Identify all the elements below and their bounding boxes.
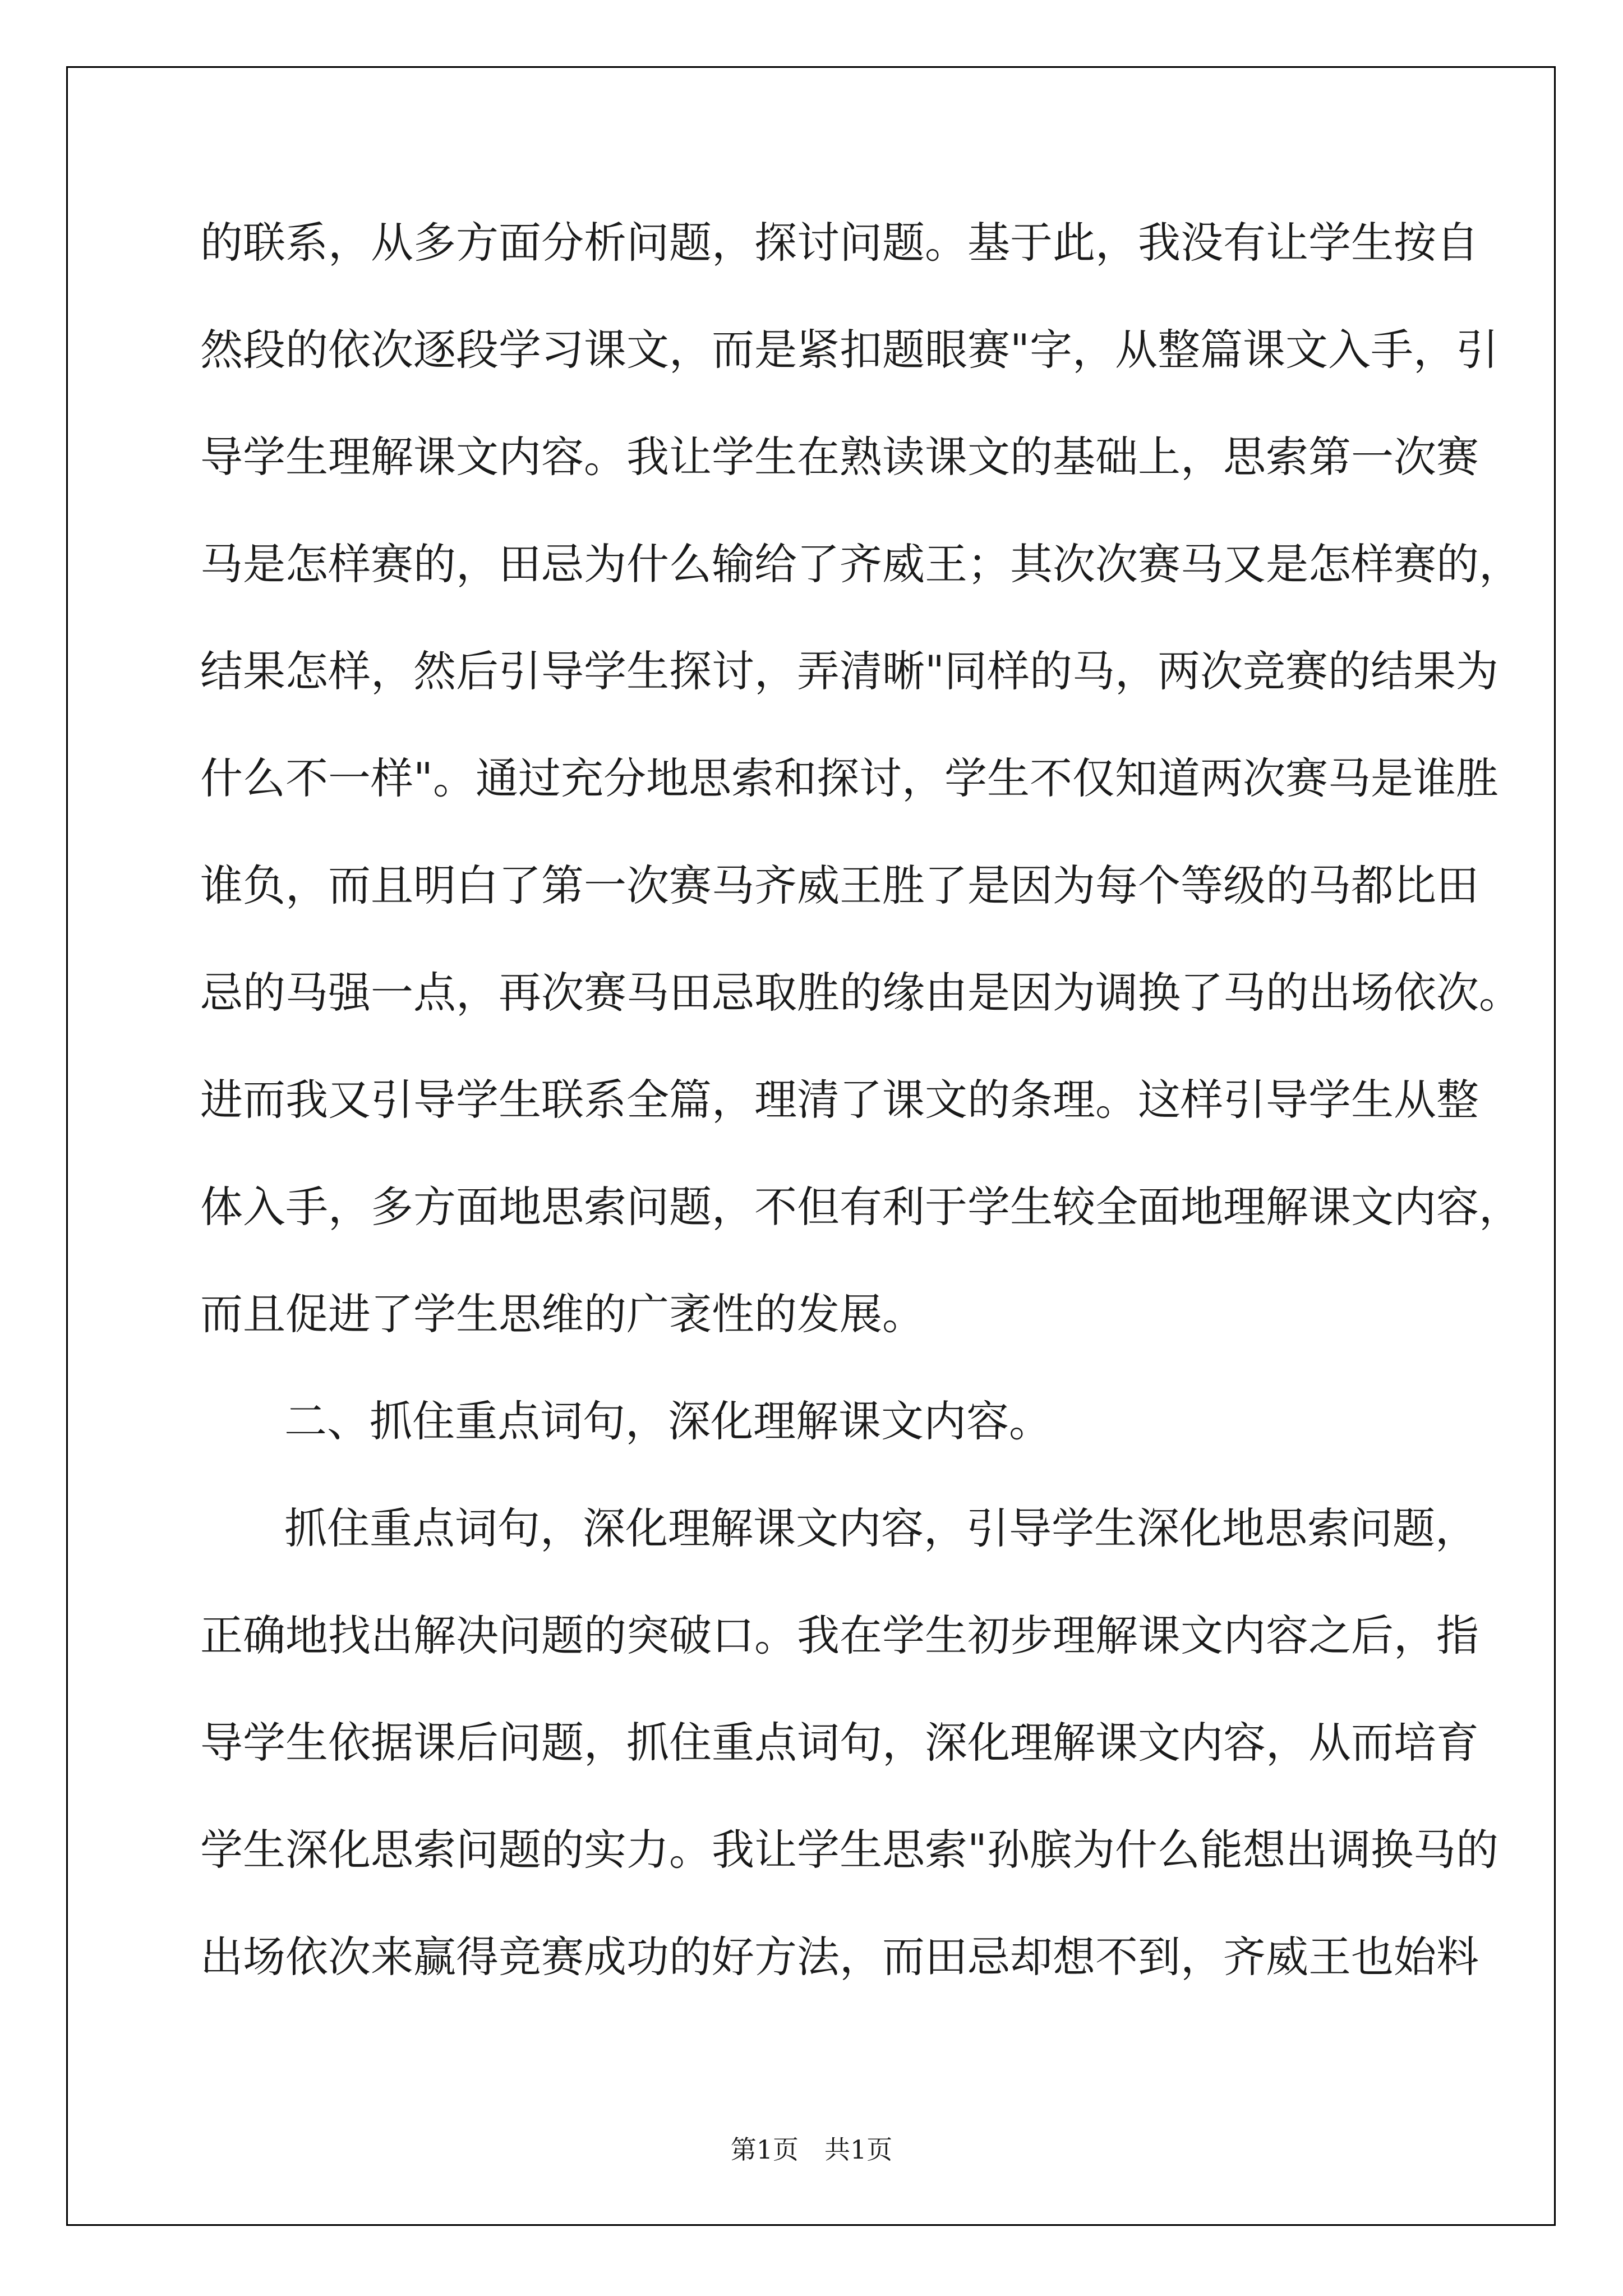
paragraph-line: 谁负，而且明白了第一次赛马齐威王胜了是因为每个等级的马都比田 [200,861,1479,910]
paragraph-2 [200,1502,1498,1984]
page-footer: 第1页 共1页 [730,2134,893,2165]
paragraph-line: 而且促进了学生思维的广袤性的发展。 [200,1289,925,1339]
paragraph-line: 抓住重点词句，深化理解课文内容，引导学生深化地思索问题， [284,1503,1478,1553]
paragraph-line: 的联系，从多方面分析问题，探讨问题。基于此，我没有让学生按自 [200,218,1479,268]
paragraph-line: 进而我又引导学生联系全篇，理清了课文的条理。这样引导学生从整 [200,1075,1479,1125]
paragraph-line: 导学生依据课后问题，抓住重点词句，深化理解课文内容，从而培育 [200,1718,1479,1768]
paragraph-line: 结果怎样，然后引导学生探讨，弄清晰"同样的马，两次竞赛的结果为 [200,646,1498,696]
paragraph-line: 马是怎样赛的，田忌为什么输给了齐威王；其次次赛马又是怎样赛的， [200,539,1521,589]
section-heading [200,1395,1423,1448]
section-heading-text: 二、抓住重点词句，深化理解课文内容。 [284,1396,1052,1446]
paragraph-1 [200,216,1521,1341]
paragraph-line: 什么不一样"。通过充分地思索和探讨，学生不仅知道两次赛马是谁胜 [200,753,1498,803]
paragraph-line: 然段的依次逐段学习课文，而是紧扣题眼赛"字，从整篇课文入手，引 [200,325,1498,375]
paragraph-line: 忌的马强一点，再次赛马田忌取胜的缘由是因为调换了马的出场依次。 [200,968,1521,1018]
document-body [200,216,1521,2037]
paragraph-line: 学生深化思索问题的实力。我让学生思索"孙膑为什么能想出调换马的 [200,1825,1498,1875]
paragraph-line: 体入手，多方面地思索问题，不但有利于学生较全面地理解课文内容， [200,1182,1521,1232]
paragraph-line: 导学生理解课文内容。我让学生在熟读课文的基础上，思索第一次赛 [200,432,1479,482]
paragraph-line: 出场依次来赢得竞赛成功的好方法，而田忌却想不到，齐威王也始料 [200,1932,1479,1982]
paragraph-line: 正确地找出解决问题的突破口。我在学生初步理解课文内容之后，指 [200,1611,1479,1660]
